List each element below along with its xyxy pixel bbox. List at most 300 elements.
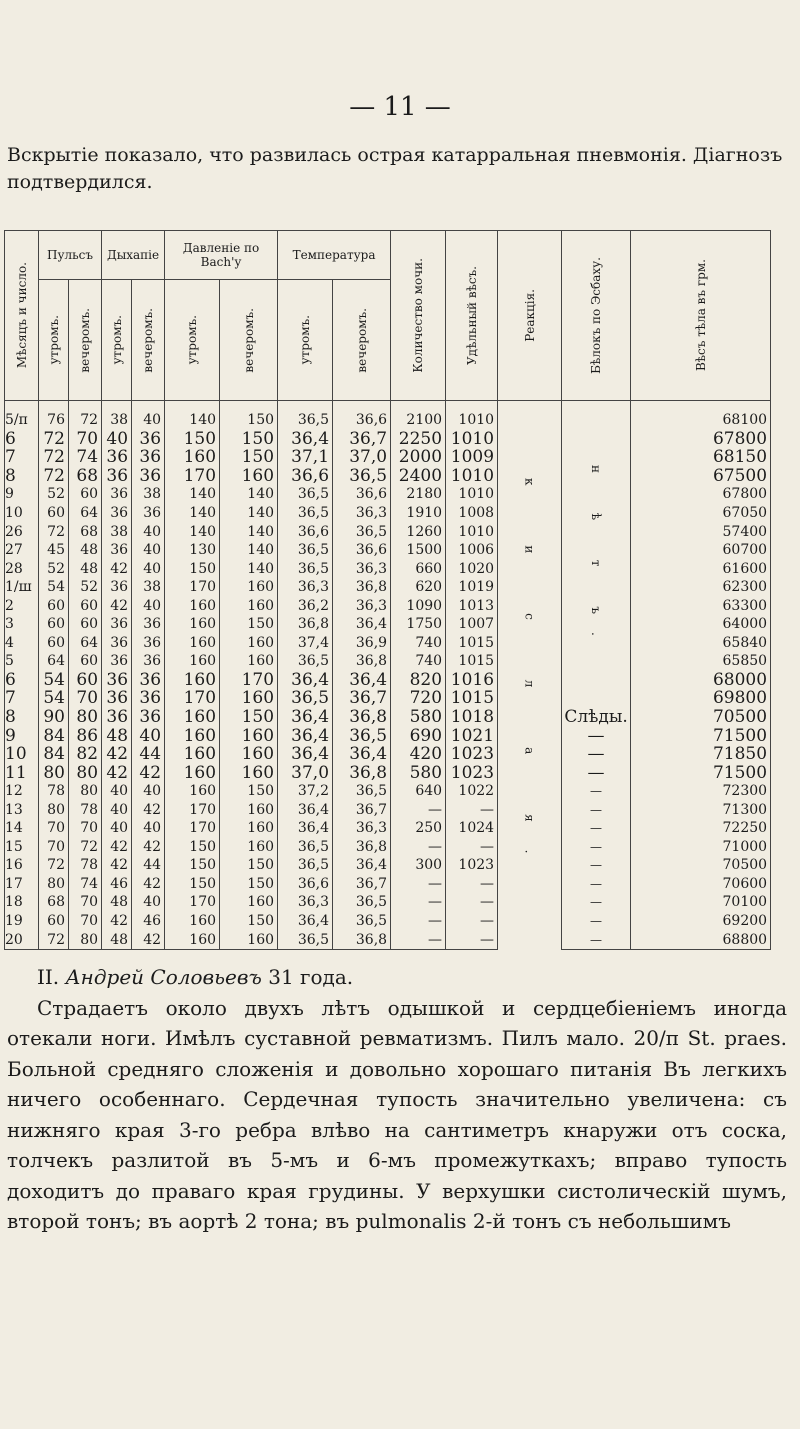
cell-date: 20 [5, 930, 39, 949]
cell-t-e: 36,9 [333, 634, 391, 653]
cell-b-m: 40 [102, 819, 132, 838]
cell-protein: — [562, 726, 631, 745]
cell-t-m: 36,5 [278, 838, 333, 857]
cell-d-m: 160 [165, 634, 220, 653]
cell-p-m: 80 [39, 800, 69, 819]
cell-t-m: 36,4 [278, 708, 333, 727]
table-row [5, 430, 771, 449]
cell-p-e: 70 [69, 912, 102, 931]
cell-t-m: 37,4 [278, 634, 333, 653]
cell-date: 27 [5, 541, 39, 560]
cell-p-e: 74 [69, 875, 102, 894]
cell-weight: 69800 [631, 689, 771, 708]
cell-b-e: 40 [132, 782, 165, 801]
cell-date: 7 [5, 448, 39, 467]
cell-protein: — [562, 893, 631, 912]
cell-p-e: 60 [69, 652, 102, 671]
cell-p-e: 48 [69, 541, 102, 560]
case-number: II. [37, 965, 60, 989]
cell-date: 28 [5, 559, 39, 578]
cell-p-e: 60 [69, 615, 102, 634]
cell-p-m: 80 [39, 875, 69, 894]
cell-weight: 70600 [631, 875, 771, 894]
cell-weight: 68000 [631, 671, 771, 690]
cell-b-e: 36 [132, 448, 165, 467]
cell-weight: 71850 [631, 745, 771, 764]
cell-p-m: 76 [39, 401, 69, 430]
header-pressure-evening: вечеромъ. [220, 280, 278, 401]
cell-d-e: 160 [220, 596, 278, 615]
cell-b-m: 38 [102, 522, 132, 541]
cell-p-e: 86 [69, 726, 102, 745]
table-row [5, 652, 771, 671]
cell-p-m: 54 [39, 671, 69, 690]
cell-p-m: 68 [39, 893, 69, 912]
header-month-day: Мѣсяцъ и число. [5, 231, 39, 401]
cell-p-e: 72 [69, 401, 102, 430]
cell-d-m: 140 [165, 522, 220, 541]
cell-d-m: 160 [165, 726, 220, 745]
cell-weight: 63300 [631, 596, 771, 615]
cell-d-m: 160 [165, 652, 220, 671]
cell-b-e: 40 [132, 522, 165, 541]
cell-b-m: 36 [102, 634, 132, 653]
cell-p-e: 60 [69, 596, 102, 615]
header-pulse-morning: утромъ. [39, 280, 69, 401]
cell-t-m: 36,4 [278, 430, 333, 449]
cell-weight: 65840 [631, 634, 771, 653]
reaction-note: к и с л а я. [498, 401, 562, 950]
cell-t-e: 36,4 [333, 745, 391, 764]
cell-p-m: 54 [39, 578, 69, 597]
cell-b-e: 40 [132, 596, 165, 615]
cell-t-e: 37,0 [333, 448, 391, 467]
cell-b-e: 40 [132, 559, 165, 578]
cell-t-e: 36,6 [333, 401, 391, 430]
cell-d-e: 160 [220, 893, 278, 912]
cell-weight: 71000 [631, 838, 771, 857]
cell-urine: 2100 [391, 401, 446, 430]
cell-t-e: 36,3 [333, 596, 391, 615]
cell-urine: 820 [391, 671, 446, 690]
cell-b-e: 40 [132, 726, 165, 745]
cell-date: 18 [5, 893, 39, 912]
cell-b-e: 40 [132, 401, 165, 430]
cell-sg: 1021 [446, 726, 498, 745]
cell-p-e: 72 [69, 838, 102, 857]
cell-b-m: 42 [102, 763, 132, 782]
cell-t-m: 36,5 [278, 856, 333, 875]
cell-t-e: 36,6 [333, 485, 391, 504]
cell-protein: — [562, 745, 631, 764]
table-row [5, 559, 771, 578]
cell-p-m: 45 [39, 541, 69, 560]
cell-t-e: 36,3 [333, 559, 391, 578]
cell-d-e: 150 [220, 856, 278, 875]
cell-d-e: 160 [220, 838, 278, 857]
cell-t-e: 36,8 [333, 838, 391, 857]
table-row [5, 578, 771, 597]
cell-b-m: 42 [102, 912, 132, 931]
cell-protein: — [562, 800, 631, 819]
cell-t-m: 36,5 [278, 930, 333, 949]
observation-table [4, 230, 771, 950]
cell-weight: 61600 [631, 559, 771, 578]
intro-paragraph: Вскрытіе показало, что развилась острая катарральная пневмонія. Діагнозъ подтвердился. [7, 144, 783, 193]
cell-b-m: 36 [102, 671, 132, 690]
cell-d-m: 150 [165, 838, 220, 857]
cell-protein: — [562, 875, 631, 894]
cell-b-e: 42 [132, 875, 165, 894]
cell-weight: 60700 [631, 541, 771, 560]
cell-b-m: 36 [102, 467, 132, 486]
cell-p-e: 80 [69, 708, 102, 727]
cell-b-e: 42 [132, 838, 165, 857]
cell-p-m: 90 [39, 708, 69, 727]
header-breath: Дыхапіе [102, 231, 165, 280]
case-description [7, 962, 787, 1237]
cell-urine: 720 [391, 689, 446, 708]
cell-sg: — [446, 875, 498, 894]
cell-protein: — [562, 838, 631, 857]
cell-p-e: 78 [69, 800, 102, 819]
cell-urine: 740 [391, 652, 446, 671]
header-pressure-morning: утромъ. [165, 280, 220, 401]
cell-t-e: 36,4 [333, 671, 391, 690]
table-row [5, 504, 771, 523]
cell-b-e: 36 [132, 430, 165, 449]
cell-urine: 420 [391, 745, 446, 764]
table-row [5, 875, 771, 894]
cell-d-m: 160 [165, 671, 220, 690]
header-temp-evening: вечеромъ. [333, 280, 391, 401]
table-row [5, 856, 771, 875]
cell-urine: 250 [391, 819, 446, 838]
cell-weight: 70500 [631, 708, 771, 727]
cell-d-m: 160 [165, 930, 220, 949]
cell-t-m: 36,4 [278, 800, 333, 819]
cell-d-m: 140 [165, 401, 220, 430]
cell-p-e: 70 [69, 689, 102, 708]
cell-p-e: 68 [69, 522, 102, 541]
table-row [5, 467, 771, 486]
cell-sg: 1013 [446, 596, 498, 615]
cell-d-e: 160 [220, 726, 278, 745]
cell-p-m: 70 [39, 819, 69, 838]
cell-weight: 67800 [631, 430, 771, 449]
cell-t-m: 36,5 [278, 652, 333, 671]
cell-sg: 1015 [446, 652, 498, 671]
cell-t-m: 36,5 [278, 689, 333, 708]
cell-p-m: 72 [39, 930, 69, 949]
cell-b-e: 36 [132, 708, 165, 727]
cell-urine: 2000 [391, 448, 446, 467]
table-row [5, 893, 771, 912]
case-text: Страдаетъ около двухъ лѣтъ одышкой и сердцебіеніемъ иногда отекали ноги. Имѣлъ суставной ревматизмъ. Пилъ мало. 20/п St. praes. Больной средняго сложенія и довольно хорошаго питанія Въ легкихъ ничего особеннаго. Сердечная тупость значительно увеличена: съ нижняго края 3-го ребра влѣво на сантиметръ кнаружи отъ соска, толчекъ разлитой въ 5-мъ и 6-мъ промежуткахъ; вправо тупость доходитъ до праваго края грудины. У верхушки систолическій шумъ, второй тонъ; въ аортѣ 2 тона; въ pulmonalis 2-й тонъ съ небольшимъ [7, 995, 787, 1233]
cell-t-e: 36,7 [333, 689, 391, 708]
cell-date: 9 [5, 726, 39, 745]
cell-sg: 1010 [446, 485, 498, 504]
cell-date: 4 [5, 634, 39, 653]
cell-t-e: 36,7 [333, 430, 391, 449]
cell-protein: Слѣды. [562, 708, 631, 727]
cell-sg: 1010 [446, 401, 498, 430]
table-row [5, 485, 771, 504]
cell-d-e: 140 [220, 485, 278, 504]
cell-date: 3 [5, 615, 39, 634]
cell-date: 1/ш [5, 578, 39, 597]
cell-d-m: 170 [165, 893, 220, 912]
page-number: — 11 — [349, 92, 451, 122]
cell-sg: 1020 [446, 559, 498, 578]
cell-sg: 1009 [446, 448, 498, 467]
cell-t-m: 36,4 [278, 912, 333, 931]
cell-t-m: 37,2 [278, 782, 333, 801]
header-protein: Бѣлокъ по Эсбаху. [562, 231, 631, 401]
table-row [5, 745, 771, 764]
cell-b-m: 48 [102, 930, 132, 949]
table-row [5, 800, 771, 819]
cell-urine: 690 [391, 726, 446, 745]
header-reaction: Реакція. [498, 231, 562, 401]
cell-protein: — [562, 782, 631, 801]
cell-d-e: 150 [220, 782, 278, 801]
table-row [5, 763, 771, 782]
cell-date: 26 [5, 522, 39, 541]
cell-t-e: 36,5 [333, 522, 391, 541]
table-row [5, 930, 771, 949]
cell-d-m: 160 [165, 912, 220, 931]
cell-urine: 620 [391, 578, 446, 597]
cell-b-e: 36 [132, 671, 165, 690]
header-temperature: Температура [278, 231, 391, 280]
cell-p-m: 72 [39, 856, 69, 875]
protein-nil-note: н ѣ т ъ. [562, 401, 631, 708]
cell-sg: 1018 [446, 708, 498, 727]
cell-p-e: 68 [69, 467, 102, 486]
cell-weight: 65850 [631, 652, 771, 671]
cell-b-m: 36 [102, 708, 132, 727]
cell-b-e: 40 [132, 819, 165, 838]
cell-p-m: 72 [39, 448, 69, 467]
cell-date: 16 [5, 856, 39, 875]
cell-weight: 71300 [631, 800, 771, 819]
cell-d-e: 150 [220, 615, 278, 634]
cell-b-m: 38 [102, 401, 132, 430]
cell-p-e: 60 [69, 485, 102, 504]
cell-b-e: 36 [132, 615, 165, 634]
cell-b-m: 40 [102, 782, 132, 801]
cell-p-e: 60 [69, 671, 102, 690]
cell-d-e: 150 [220, 912, 278, 931]
cell-b-m: 46 [102, 875, 132, 894]
header-breath-evening: вечеромъ. [132, 280, 165, 401]
cell-d-e: 140 [220, 559, 278, 578]
cell-sg: — [446, 893, 498, 912]
cell-b-m: 36 [102, 448, 132, 467]
cell-protein: — [562, 819, 631, 838]
cell-urine: 660 [391, 559, 446, 578]
cell-b-e: 46 [132, 912, 165, 931]
cell-t-e: 36,5 [333, 782, 391, 801]
cell-b-m: 36 [102, 615, 132, 634]
cell-weight: 67800 [631, 485, 771, 504]
cell-sg: 1010 [446, 522, 498, 541]
cell-weight: 68800 [631, 930, 771, 949]
cell-d-m: 160 [165, 596, 220, 615]
cell-sg: 1015 [446, 634, 498, 653]
cell-p-m: 84 [39, 745, 69, 764]
table-row [5, 782, 771, 801]
table-row [5, 401, 771, 430]
cell-date: 5 [5, 652, 39, 671]
cell-date: 10 [5, 745, 39, 764]
cell-d-e: 160 [220, 800, 278, 819]
cell-b-e: 36 [132, 634, 165, 653]
cell-sg: 1023 [446, 763, 498, 782]
cell-p-m: 52 [39, 559, 69, 578]
cell-date: 15 [5, 838, 39, 857]
cell-t-m: 36,8 [278, 615, 333, 634]
cell-urine: — [391, 800, 446, 819]
cell-d-m: 170 [165, 819, 220, 838]
cell-date: 13 [5, 800, 39, 819]
cell-t-e: 36,8 [333, 930, 391, 949]
cell-urine: — [391, 893, 446, 912]
cell-d-m: 140 [165, 504, 220, 523]
cell-urine: 1260 [391, 522, 446, 541]
cell-urine: — [391, 838, 446, 857]
cell-urine: — [391, 875, 446, 894]
table-row [5, 634, 771, 653]
cell-protein: — [562, 856, 631, 875]
cell-d-e: 150 [220, 448, 278, 467]
cell-d-m: 150 [165, 875, 220, 894]
cell-d-m: 150 [165, 430, 220, 449]
cell-sg: 1007 [446, 615, 498, 634]
cell-urine: 300 [391, 856, 446, 875]
cell-b-m: 36 [102, 485, 132, 504]
header-weight: Вѣсъ тѣла въ грм. [631, 231, 771, 401]
cell-d-e: 160 [220, 819, 278, 838]
cell-b-m: 42 [102, 838, 132, 857]
table-row [5, 671, 771, 690]
cell-t-m: 36,5 [278, 504, 333, 523]
cell-protein: — [562, 930, 631, 949]
cell-urine: 1910 [391, 504, 446, 523]
header-spec-gravity: Удѣльный вѣсъ. [446, 231, 498, 401]
cell-p-e: 70 [69, 893, 102, 912]
cell-d-e: 150 [220, 401, 278, 430]
cell-p-m: 54 [39, 689, 69, 708]
cell-d-e: 160 [220, 930, 278, 949]
cell-weight: 67050 [631, 504, 771, 523]
cell-weight: 67500 [631, 467, 771, 486]
cell-t-e: 36,7 [333, 800, 391, 819]
cell-b-m: 36 [102, 578, 132, 597]
cell-sg: 1006 [446, 541, 498, 560]
cell-d-m: 160 [165, 782, 220, 801]
cell-urine: 1090 [391, 596, 446, 615]
cell-t-e: 36,8 [333, 652, 391, 671]
header-breath-morning: утромъ. [102, 280, 132, 401]
cell-d-e: 160 [220, 689, 278, 708]
cell-p-m: 72 [39, 467, 69, 486]
cell-urine: — [391, 930, 446, 949]
cell-d-m: 170 [165, 578, 220, 597]
cell-b-e: 36 [132, 689, 165, 708]
cell-weight: 71500 [631, 763, 771, 782]
cell-sg: — [446, 930, 498, 949]
cell-date: 14 [5, 819, 39, 838]
cell-b-e: 36 [132, 652, 165, 671]
patient-name: Андрей Соловьевъ [65, 965, 262, 989]
cell-t-e: 36,4 [333, 615, 391, 634]
cell-d-m: 150 [165, 856, 220, 875]
cell-date: 7 [5, 689, 39, 708]
cell-p-m: 72 [39, 430, 69, 449]
header-pressure: Давленіе по Васh'у [165, 231, 278, 280]
cell-b-m: 36 [102, 689, 132, 708]
cell-urine: — [391, 912, 446, 931]
cell-t-e: 36,5 [333, 726, 391, 745]
header-pulse: Пульсъ [39, 231, 102, 280]
cell-p-e: 80 [69, 782, 102, 801]
cell-b-e: 40 [132, 541, 165, 560]
table-row [5, 689, 771, 708]
cell-urine: 740 [391, 634, 446, 653]
cell-sg: 1008 [446, 504, 498, 523]
cell-t-e: 36,5 [333, 912, 391, 931]
cell-urine: 2180 [391, 485, 446, 504]
cell-t-m: 36,5 [278, 541, 333, 560]
cell-p-e: 80 [69, 763, 102, 782]
cell-p-m: 72 [39, 522, 69, 541]
cell-d-m: 170 [165, 467, 220, 486]
cell-d-m: 160 [165, 708, 220, 727]
cell-sg: 1010 [446, 430, 498, 449]
cell-weight: 68150 [631, 448, 771, 467]
header-temp-morning: утромъ. [278, 280, 333, 401]
cell-t-m: 36,5 [278, 485, 333, 504]
cell-t-m: 36,4 [278, 671, 333, 690]
cell-b-e: 36 [132, 504, 165, 523]
cell-p-m: 60 [39, 634, 69, 653]
cell-t-m: 36,6 [278, 467, 333, 486]
cell-sg: — [446, 838, 498, 857]
cell-weight: 71500 [631, 726, 771, 745]
table-row [5, 615, 771, 634]
cell-t-m: 36,4 [278, 745, 333, 764]
cell-sg: 1010 [446, 467, 498, 486]
cell-date: 6 [5, 671, 39, 690]
cell-weight: 72300 [631, 782, 771, 801]
cell-weight: 68100 [631, 401, 771, 430]
cell-t-m: 37,1 [278, 448, 333, 467]
cell-urine: 2400 [391, 467, 446, 486]
cell-protein: — [562, 763, 631, 782]
cell-sg: — [446, 800, 498, 819]
cell-date: 9 [5, 485, 39, 504]
cell-d-m: 160 [165, 448, 220, 467]
cell-d-e: 160 [220, 763, 278, 782]
cell-date: 8 [5, 467, 39, 486]
cell-weight: 72250 [631, 819, 771, 838]
cell-d-e: 160 [220, 467, 278, 486]
cell-t-m: 36,3 [278, 578, 333, 597]
header-urine-qty: Количество мочи. [391, 231, 446, 401]
cell-d-m: 160 [165, 763, 220, 782]
